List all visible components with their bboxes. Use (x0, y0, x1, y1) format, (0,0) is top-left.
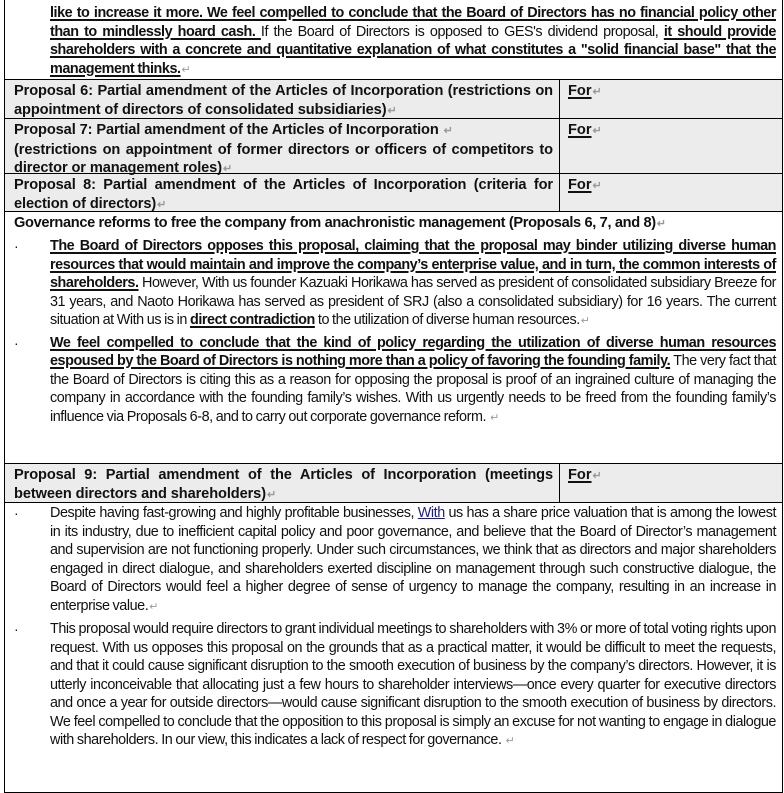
emphasis-text: it should provide shareholders with a concrete and quantitative explanation of what constitutes a "solid financial base" that the management thinks. (50, 23, 776, 77)
with-us-link[interactable]: With (417, 505, 445, 521)
list-item: · We feel compelled to conclude that the kind of policy regarding the utilization of diverse human resources espoused by the Board of Directors is nothing more than a policy of favoring the founding family. The very fact that the Board of Directors is citing this as a reason for opposing the proposal is proof of an ingrained culture of managing the company in accordance with the founding family’s wishes. With us urgently needs to be freed from the founding family’s influence via Proposals 6-8, and to carry out corporate governance reform. ↵ (14, 334, 776, 428)
list-item: · The Board of Directors opposes this proposal, claiming that the proposal may binder utilizing diverse human resources that would maintain and improve the company’s enterprise value, and in turn, the common interests of shareholders. However, With us founder Kazuaki Horikawa has served as president of consolidated subsidiary Breeze for 31 years, and Naoto Horikawa has served as president of SRJ (also a consolidated subsidiary) for 16 years. The current situation at With us is in direct contradiction to the utilization of diverse human resources.↵ (14, 237, 776, 331)
list-item: · Despite having fast-growing and highly profitable businesses, With us has a share price valuation that is among the lowest in its industry, due to inefficient capital policy and poor governance, and believe that the Board of Director’s management and supervision are not functioning properly. Under such circumstances, we think that as directors and major shareholders engaged in direct dialogue, and shareholders exerted discipline on management through such constructive dialogue, the Board of Directors would feel a higher degree of sense of urgency to manage the company, resulting in an increase in enterprise value.↵ (14, 504, 776, 616)
paragraph-mark-icon: ↵ (580, 315, 590, 327)
paragraph-mark-icon: ↵ (387, 104, 397, 117)
emphasis-text: The Board of Directors opposes this proposal, claiming that the proposal may binder utilizing diverse human resources that would maintain and improve the company’s enterprise value, and in turn, the common interests of shareholders. (50, 238, 776, 291)
paragraph-mark-icon: ↵ (181, 63, 191, 76)
proposal-7-title: Proposal 7: Partial amendment of the Articles of Incorporation ↵ (restrictions on appointment of former directors or officers of competitors to director or management roles)↵ (5, 119, 560, 173)
paragraph-mark-icon: ↵ (592, 125, 602, 137)
bullet-icon: · (14, 621, 19, 637)
proposal-6-row (5, 80, 782, 119)
emphasis-text: like to increase it more. We feel compelled to conclude that the Board of Directors has no financial policy other than to mindlessly hoard cash. (50, 5, 776, 40)
proposal-6-vote: For↵ (568, 83, 602, 99)
proposal-9-row (5, 464, 782, 503)
proposal-8-vote: For↵ (568, 177, 602, 193)
proposal-7-row (5, 119, 782, 174)
dividend-argument-paragraph (5, 0, 782, 80)
paragraph-mark-icon: ↵ (443, 125, 453, 137)
shareholder-meetings-section (5, 503, 782, 793)
bullet-icon: · (14, 238, 19, 254)
paragraph-mark-icon: ↵ (266, 488, 277, 501)
proposal-9-title: Proposal 9: Partial amendment of the Articles of Incorporation (meetings between directors and shareholders)↵ (5, 464, 560, 502)
section-heading: Governance reforms to free the company from anachronistic management (Proposals 6, 7, and 8)↵ (14, 215, 666, 231)
emphasis-text: We feel compelled to conclude that the kind of policy regarding the utilization of diverse human resources espoused by the Board of Directors is nothing more than a policy of favoring the founding family. (50, 334, 776, 369)
list-item: · This proposal would require directors to grant individual meetings to shareholders with 3% or more of total voting rights upon request. With us opposes this proposal on the grounds that as a practical matter, it would be difficult to meet the requests, and that it could cause significant disruption to the smooth execution of business by the company’s directors. However, it is utterly inconceivable that allocating just a few hours to shareholder interviews—once every quarter for executive directors and once a year for outside directors—would cause significant disruption to the smooth execution of business by directors. We feel compelled to conclude that the opposition to this proposal is simply an excuse for not wanting to engage in dialogue with shareholders. In our view, this indicates a lack of respect for governance. ↵ (14, 620, 776, 751)
paragraph-mark-icon: ↵ (157, 198, 167, 211)
governance-reform-section (5, 212, 782, 464)
bullet-icon: · (14, 334, 19, 351)
proposal-9-vote: For↵ (568, 467, 602, 483)
paragraph-mark-icon: ↵ (656, 218, 666, 230)
paragraph-mark-icon: ↵ (490, 411, 499, 424)
paragraph-mark-icon: ↵ (222, 163, 233, 175)
paragraph-mark-icon: ↵ (149, 600, 159, 613)
paragraph-mark-icon: ↵ (592, 86, 602, 98)
paragraph-mark-icon: ↵ (505, 735, 515, 747)
plain-text: If the Board of Directors is opposed to GES's dividend proposal, (260, 23, 664, 40)
proposal-8-title: Proposal 8: Partial amendment of the Articles of Incorporation (criteria for election of directors)↵ (5, 174, 560, 211)
emphasis-text: direct contradiction (190, 312, 315, 328)
proposal-6-title: Proposal 6: Partial amendment of the Articles of Incorporation (restrictions on appointment of directors of consolidated subsidiaries)↵ (5, 80, 560, 118)
paragraph-mark-icon: ↵ (592, 470, 602, 482)
document-table (4, 0, 783, 793)
paragraph-mark-icon: ↵ (592, 180, 602, 192)
bullet-icon: · (14, 505, 19, 521)
proposal-8-row (5, 174, 782, 212)
proposal-7-vote: For↵ (568, 122, 602, 138)
